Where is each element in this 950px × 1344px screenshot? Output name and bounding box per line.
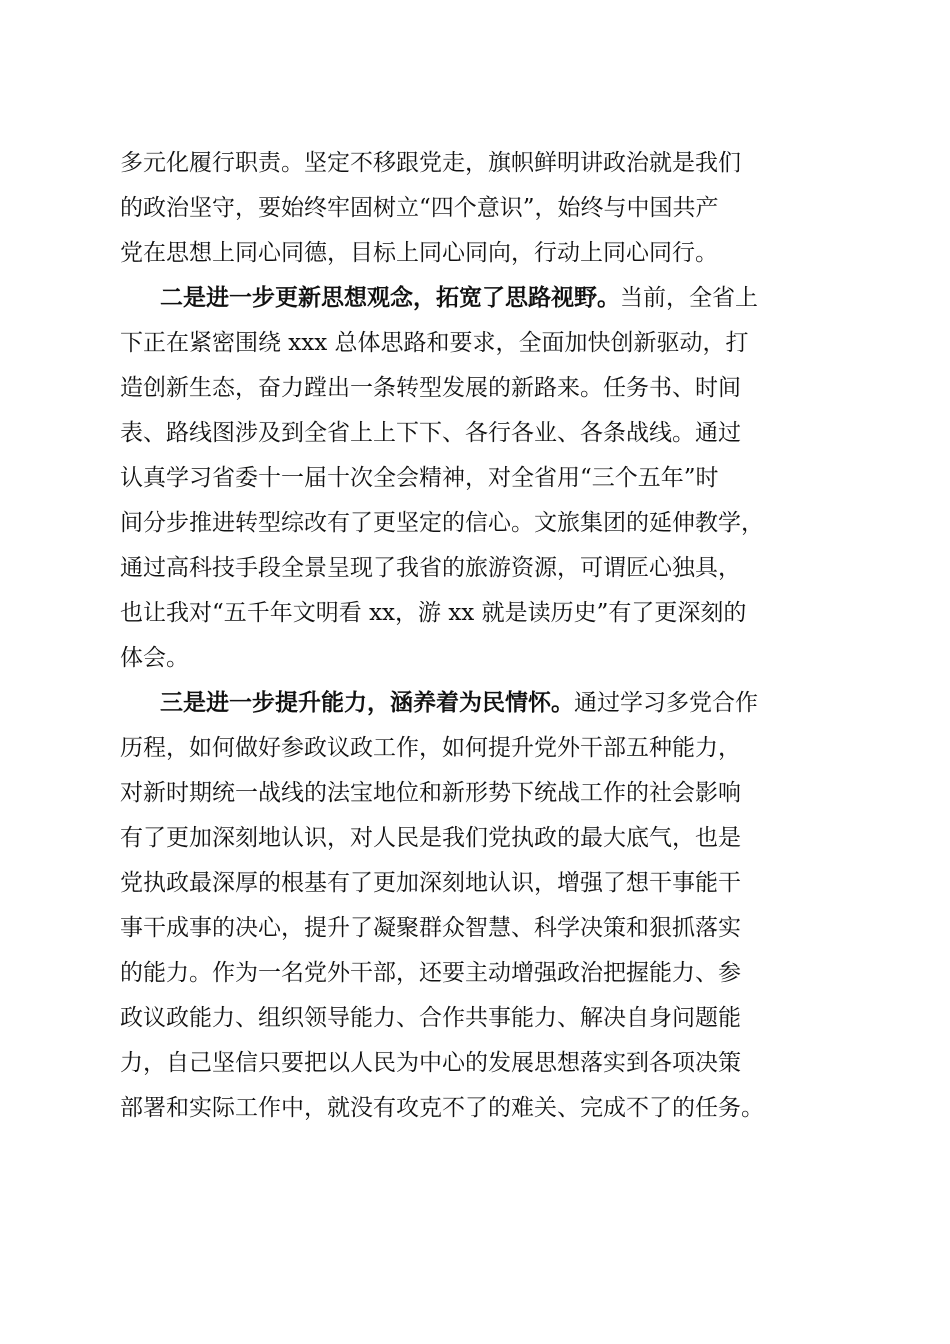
text-line xyxy=(120,1048,741,1078)
line-text: 多元化履行职责。坚定不移跟党走，旗帜鲜明讲政治就是我们 xyxy=(120,150,741,176)
text-line xyxy=(120,463,719,493)
text-line xyxy=(120,868,741,898)
text-line xyxy=(120,598,746,628)
line-text: 也让我对“五千年文明看 xx，游 xx 就是读历史”有了更深刻的 xyxy=(120,600,747,626)
line-text: 间分步推进转型综改有了更坚定的信心。文旅集团的延伸教学， xyxy=(120,510,764,536)
text-line xyxy=(120,913,741,943)
line-text: 表、路线图涉及到全省上上下下、各行各业、各条战线。通过 xyxy=(120,420,741,446)
text-line xyxy=(120,238,718,268)
text-line xyxy=(120,328,749,358)
line-text: 部署和实际工作中，就没有攻克不了的难关、完成不了的任务。 xyxy=(120,1095,764,1121)
text-line xyxy=(120,193,719,223)
text-line xyxy=(160,283,758,313)
text-line xyxy=(120,733,741,763)
line-text: 体会。 xyxy=(120,645,189,671)
line-text: 当前，全省上 xyxy=(620,285,758,311)
text-line xyxy=(160,688,758,718)
line-text: 认真学习省委十一届十次全会精神，对全省用“三个五年”时 xyxy=(120,465,719,491)
line-text: 的能力。作为一名党外干部，还要主动增强政治把握能力、参 xyxy=(120,960,741,986)
text-line xyxy=(120,823,741,853)
line-text: 党执政最深厚的根基有了更加深刻地认识，增强了想干事能干 xyxy=(120,870,741,896)
line-text: 历程，如何做好参政议政工作，如何提升党外干部五种能力， xyxy=(120,735,741,761)
line-text: 造创新生态，奋力蹚出一条转型发展的新路来。任务书、时间 xyxy=(120,375,741,401)
text-line xyxy=(120,1003,741,1033)
line-text: 通过高科技手段全景呈现了我省的旅游资源，可谓匠心独具， xyxy=(120,555,741,581)
paragraph-heading: 三是进一步提升能力，涵养着为民情怀。 xyxy=(160,689,574,716)
text-line xyxy=(120,958,741,988)
text-line xyxy=(120,643,189,673)
text-line xyxy=(120,148,741,178)
line-text: 有了更加深刻地认识，对人民是我们党执政的最大底气，也是 xyxy=(120,825,741,851)
line-text: 力，自己坚信只要把以人民为中心的发展思想落实到各项决策 xyxy=(120,1050,741,1076)
text-line xyxy=(120,373,741,403)
line-text: 政议政能力、组织领导能力、合作共事能力、解决自身问题能 xyxy=(120,1005,741,1031)
text-line xyxy=(120,508,764,538)
text-line xyxy=(120,553,741,583)
line-text: 通过学习多党合作 xyxy=(574,690,758,716)
text-line xyxy=(120,778,741,808)
line-text: 对新时期统一战线的法宝地位和新形势下统战工作的社会影响 xyxy=(120,780,741,806)
line-text: 事干成事的决心，提升了凝聚群众智慧、科学决策和狠抓落实 xyxy=(120,915,741,941)
line-text: 的政治坚守，要始终牢固树立“四个意识”，始终与中国共产 xyxy=(120,195,719,221)
line-text: 下正在紧密围绕 xxx 总体思路和要求，全面加快创新驱动，打 xyxy=(120,330,749,356)
text-line xyxy=(120,418,741,448)
text-line xyxy=(120,1093,764,1123)
line-text: 党在思想上同心同德，目标上同心同向，行动上同心同行。 xyxy=(120,240,718,266)
paragraph-heading: 二是进一步更新思想观念，拓宽了思路视野。 xyxy=(160,284,620,311)
